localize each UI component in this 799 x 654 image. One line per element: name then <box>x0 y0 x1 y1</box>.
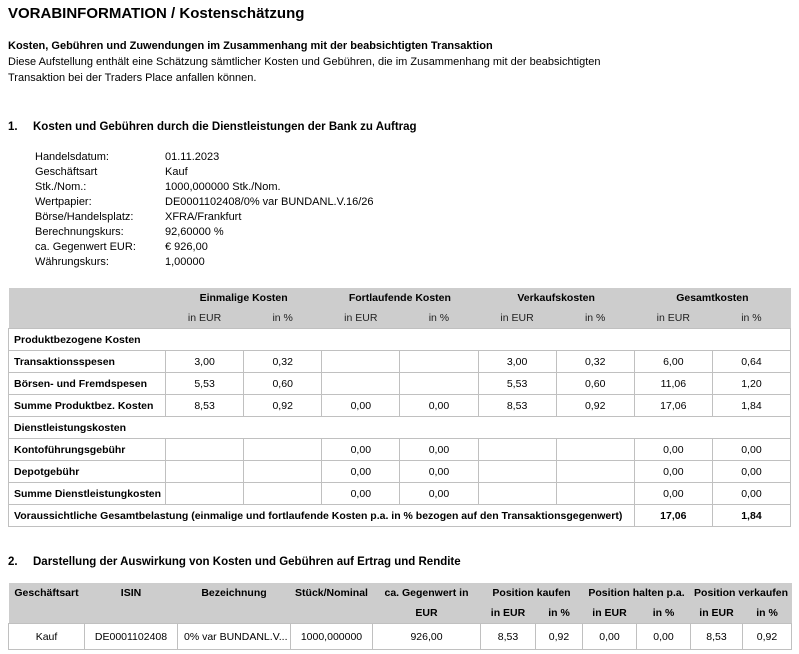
cell: 5,53 <box>166 373 244 395</box>
section-label: Dienstleistungskosten <box>9 417 791 439</box>
section-row-produktbezogene <box>9 329 791 351</box>
header-bezeichnung: Bezeichnung <box>178 583 291 624</box>
cell: 17,06 <box>634 395 712 417</box>
subheader-in-pct: in % <box>536 603 583 624</box>
cell: 0,60 <box>556 373 634 395</box>
cell <box>244 461 322 483</box>
detail-label: Stk./Nom.: <box>35 181 87 193</box>
cell: 0,00 <box>400 461 478 483</box>
group-fortlaufende-kosten: Fortlaufende Kosten <box>322 288 478 308</box>
cell: 0,92 <box>556 395 634 417</box>
cell: 0,00 <box>400 395 478 417</box>
subheader-in-eur: in EUR <box>481 603 536 624</box>
empty-header-cell <box>9 288 166 308</box>
cell: 0,00 <box>634 483 712 505</box>
cell: 1,84 <box>712 395 790 417</box>
subheader-in-pct: in % <box>400 308 478 329</box>
detail-value: 1000,000000 Stk./Nom. <box>165 181 281 193</box>
cell: 0,32 <box>244 351 322 373</box>
subheader-in-pct: in % <box>712 308 790 329</box>
page-title: VORABINFORMATION / Kostenschätzung <box>8 5 305 22</box>
detail-value: Kauf <box>165 166 188 178</box>
header-position-kaufen: Position kaufen <box>481 583 583 603</box>
header-gegenwert-line1: ca. Gegenwert in <box>373 583 481 603</box>
cell-geschaeftsart: Kauf <box>9 624 85 650</box>
costs-table-group-row <box>9 288 791 308</box>
detail-row-handelsdatum <box>35 150 374 165</box>
detail-row-berechnungskurs <box>35 225 374 240</box>
cell: 8,53 <box>478 395 556 417</box>
table-row-summe-dienstleistung <box>9 483 791 505</box>
group-einmalige-kosten: Einmalige Kosten <box>166 288 322 308</box>
detail-label: ca. Gegenwert EUR: <box>35 241 136 253</box>
subheader-in-eur: in EUR <box>478 308 556 329</box>
cell-isin: DE0001102408 <box>85 624 178 650</box>
order-details <box>35 150 374 270</box>
cell-verkaufen-eur: 8,53 <box>691 624 743 650</box>
row-label: Summe Dienstleistungkosten <box>9 483 166 505</box>
intro-heading: Kosten, Gebühren und Zuwendungen im Zusammenhang mit der beabsichtigten Transaktion <box>8 40 493 52</box>
cell-halten-eur: 0,00 <box>583 624 637 650</box>
table-row-depotgebuehr <box>9 461 791 483</box>
cell: 5,53 <box>478 373 556 395</box>
row-label: Börsen- und Fremdspesen <box>9 373 166 395</box>
cell-bezeichnung: 0% var BUNDANL.V... <box>178 624 291 650</box>
cell <box>478 439 556 461</box>
detail-value: 1,00000 <box>165 256 205 268</box>
detail-row-geschaeftsart <box>35 165 374 180</box>
detail-label: Währungskurs: <box>35 256 109 268</box>
cell: 0,00 <box>322 439 400 461</box>
cell-verkaufen-pct: 0,92 <box>743 624 792 650</box>
group-gesamtkosten: Gesamtkosten <box>634 288 790 308</box>
cell <box>166 461 244 483</box>
header-geschaeftsart: Geschäftsart <box>9 583 85 624</box>
cell: 0,00 <box>712 461 790 483</box>
empty-header-cell <box>9 308 166 329</box>
subheader-in-pct: in % <box>743 603 792 624</box>
section-1-title: Kosten und Gebühren durch die Dienstleistungen der Bank zu Auftrag <box>33 121 417 133</box>
costs-table-header <box>9 288 791 329</box>
section-2-title: Darstellung der Auswirkung von Kosten und Gebühren auf Ertrag und Rendite <box>33 556 461 568</box>
cell: 0,00 <box>712 439 790 461</box>
section-row-dienstleistungskosten <box>9 417 791 439</box>
header-position-halten: Position halten p.a. <box>583 583 691 603</box>
subheader-in-eur: in EUR <box>691 603 743 624</box>
group-verkaufskosten: Verkaufskosten <box>478 288 634 308</box>
cell: 0,92 <box>244 395 322 417</box>
detail-row-gegenwert <box>35 240 374 255</box>
intro-line-1: Diese Aufstellung enthält eine Schätzung sämtlicher Kosten und Gebühren, die im Zusammenhang mit der beabsichtigten <box>8 56 601 68</box>
detail-label: Geschäftsart <box>35 166 98 178</box>
cell: 0,00 <box>322 395 400 417</box>
subheader-in-eur: in EUR <box>583 603 637 624</box>
cell: 0,00 <box>322 461 400 483</box>
section-2-heading <box>8 556 461 568</box>
table-row-gesamtbelastung <box>9 505 791 527</box>
intro-paragraph <box>8 38 601 86</box>
cell: 0,00 <box>322 483 400 505</box>
detail-value: 01.11.2023 <box>165 151 220 163</box>
row-label: Summe Produktbez. Kosten <box>9 395 166 417</box>
header-gegenwert-line2: EUR <box>373 603 481 624</box>
impact-table-data-row <box>9 624 792 650</box>
row-label: Transaktionsspesen <box>9 351 166 373</box>
costs-table <box>8 288 791 527</box>
cell <box>244 483 322 505</box>
cell: 0,60 <box>244 373 322 395</box>
cell <box>322 373 400 395</box>
cell <box>556 461 634 483</box>
detail-value: € 926,00 <box>165 241 208 253</box>
section-1-number: 1. <box>8 121 18 133</box>
cell <box>322 351 400 373</box>
detail-row-waehrungskurs <box>35 255 374 270</box>
detail-label: Wertpapier: <box>35 196 92 208</box>
detail-value: XFRA/Frankfurt <box>165 211 242 223</box>
cell: 0,32 <box>556 351 634 373</box>
table-row-transaktionsspesen <box>9 351 791 373</box>
detail-row-boerse <box>35 210 374 225</box>
detail-row-stk-nom <box>35 180 374 195</box>
cell: 8,53 <box>166 395 244 417</box>
cell <box>166 483 244 505</box>
table-row-kontofuehrungsgebuehr <box>9 439 791 461</box>
intro-line-2: Transaktion bei der Traders Place anfallen können. <box>8 72 257 84</box>
cell: 0,00 <box>400 483 478 505</box>
cell: 3,00 <box>478 351 556 373</box>
cell-stueck: 1000,000000 <box>291 624 373 650</box>
subheader-in-pct: in % <box>556 308 634 329</box>
table-row-summe-produktbez <box>9 395 791 417</box>
total-pct: 1,84 <box>712 505 790 527</box>
detail-label: Börse/Handelsplatz: <box>35 211 134 223</box>
total-eur: 17,06 <box>634 505 712 527</box>
cell: 11,06 <box>634 373 712 395</box>
subheader-in-eur: in EUR <box>166 308 244 329</box>
section-label: Produktbezogene Kosten <box>9 329 791 351</box>
impact-table-group-row <box>9 583 792 603</box>
section-2-number: 2. <box>8 556 18 568</box>
row-label: Kontoführungsgebühr <box>9 439 166 461</box>
table-row-boersen-fremdspesen <box>9 373 791 395</box>
detail-label: Handelsdatum: <box>35 151 109 163</box>
cell: 0,00 <box>634 461 712 483</box>
cell <box>400 351 478 373</box>
subheader-in-pct: in % <box>244 308 322 329</box>
detail-row-wertpapier <box>35 195 374 210</box>
header-position-verkaufen: Position verkaufen <box>691 583 792 603</box>
cell: 6,00 <box>634 351 712 373</box>
cell <box>556 483 634 505</box>
impact-table <box>8 583 792 650</box>
cell: 3,00 <box>166 351 244 373</box>
total-label: Voraussichtliche Gesamtbelastung (einmalige und fortlaufende Kosten p.a. in % bezogen auf den Transaktionsgegenwert) <box>9 505 635 527</box>
subheader-in-eur: in EUR <box>322 308 400 329</box>
cell-kaufen-eur: 8,53 <box>481 624 536 650</box>
impact-table-header <box>9 583 792 624</box>
cell: 0,00 <box>400 439 478 461</box>
subheader-in-pct: in % <box>637 603 691 624</box>
cell <box>166 439 244 461</box>
subheader-in-eur: in EUR <box>634 308 712 329</box>
cell: 0,64 <box>712 351 790 373</box>
header-isin: ISIN <box>85 583 178 624</box>
cell-gegenwert: 926,00 <box>373 624 481 650</box>
cell <box>478 483 556 505</box>
cell <box>400 373 478 395</box>
cell <box>478 461 556 483</box>
detail-value: DE0001102408/0% var BUNDANL.V.16/26 <box>165 196 374 208</box>
cell <box>244 439 322 461</box>
cell: 0,00 <box>634 439 712 461</box>
section-1-heading <box>8 121 417 133</box>
cell: 1,20 <box>712 373 790 395</box>
cell <box>556 439 634 461</box>
cell-kaufen-pct: 0,92 <box>536 624 583 650</box>
row-label: Depotgebühr <box>9 461 166 483</box>
cell-halten-pct: 0,00 <box>637 624 691 650</box>
detail-value: 92,60000 % <box>165 226 224 238</box>
header-stueck-nominal: Stück/Nominal <box>291 583 373 624</box>
detail-label: Berechnungskurs: <box>35 226 124 238</box>
costs-table-subheader-row <box>9 308 791 329</box>
cell: 0,00 <box>712 483 790 505</box>
